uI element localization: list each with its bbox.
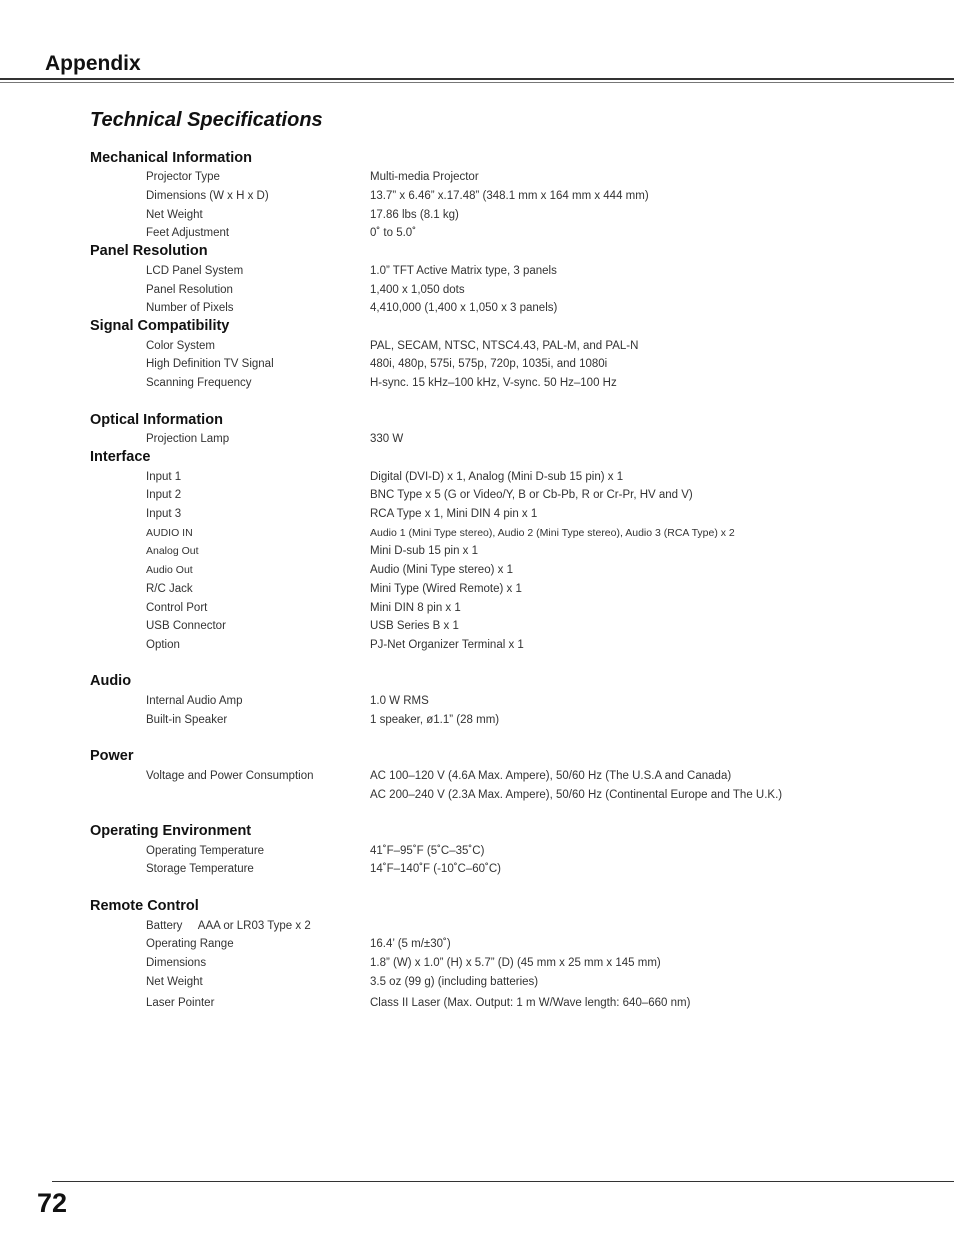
spec-value: 16.4’ (5 m/±30˚) xyxy=(370,938,451,950)
section-heading-audio: Audio xyxy=(90,673,132,689)
spec-value: 1.0” TFT Active Matrix type, 3 panels xyxy=(370,265,557,277)
spec-label: Net Weight xyxy=(146,976,203,988)
spec-label: AUDIO IN xyxy=(146,527,193,539)
spec-value: 0˚ to 5.0˚ xyxy=(370,227,417,239)
spec-label: Number of Pixels xyxy=(146,302,234,314)
page-title: Technical Specifications xyxy=(90,109,323,131)
spec-value: Class II Laser (Max. Output: 1 m W/Wave length: 640–660 nm) xyxy=(370,997,691,1009)
spec-value: H-sync. 15 kHz–100 kHz, V-sync. 50 Hz–100 Hz xyxy=(370,377,617,389)
spec-value: Audio 1 (Mini Type stereo), Audio 2 (Mini Type stereo), Audio 3 (RCA Type) x 2 xyxy=(370,527,735,539)
spec-value: RCA Type x 1, Mini DIN 4 pin x 1 xyxy=(370,508,538,520)
spec-value: 3.5 oz (99 g) (including batteries) xyxy=(370,976,539,988)
spec-value: 1.0 W RMS xyxy=(370,695,429,707)
footer-rule xyxy=(52,1181,954,1182)
spec-label: Panel Resolution xyxy=(146,284,233,296)
section-heading-mechanical: Mechanical Information xyxy=(90,150,252,166)
spec-value: 14˚F–140˚F (-10˚C–60˚C) xyxy=(370,863,502,875)
spec-label: Laser Pointer xyxy=(146,997,215,1009)
page-number: 72 xyxy=(37,1188,68,1218)
section-heading-optical: Optical Information xyxy=(90,412,223,428)
spec-label: Built-in Speaker xyxy=(146,714,228,726)
spec-value: Mini DIN 8 pin x 1 xyxy=(370,602,461,614)
spec-value: BNC Type x 5 (G or Video/Y, B or Cb-Pb, R or Cr-Pr, HV and V) xyxy=(370,489,693,501)
section-heading-signal: Signal Compatibility xyxy=(90,318,230,334)
spec-value: Digital (DVI-D) x 1, Analog (Mini D-sub 15 pin) x 1 xyxy=(370,471,624,483)
spec-label: Input 1 xyxy=(146,471,182,483)
spec-value: 1,400 x 1,050 dots xyxy=(370,284,465,296)
spec-label: Analog Out xyxy=(146,545,199,557)
spec-value: 41˚F–95˚F (5˚C–35˚C) xyxy=(370,845,485,857)
spec-value: Audio (Mini Type stereo) x 1 xyxy=(370,564,513,576)
spec-value: PJ-Net Organizer Terminal x 1 xyxy=(370,639,524,651)
spec-value: Multi-media Projector xyxy=(370,171,479,183)
spec-label: Input 2 xyxy=(146,489,182,501)
section-heading-power: Power xyxy=(90,748,134,764)
spec-label: R/C Jack xyxy=(146,583,193,595)
spec-label: High Definition TV Signal xyxy=(146,358,274,370)
spec-value: 13.7” x 6.46” x.17.48” (348.1 mm x 164 mm x 444 mm) xyxy=(370,190,649,202)
spec-value: 330 W xyxy=(370,433,404,445)
spec-label: LCD Panel System xyxy=(146,265,244,277)
spec-label: Voltage and Power Consumption xyxy=(146,770,314,782)
spec-label: Dimensions (W x H x D) xyxy=(146,190,269,202)
spec-label: Internal Audio Amp xyxy=(146,695,243,707)
section-heading-remote: Remote Control xyxy=(90,898,199,914)
spec-label: Audio Out xyxy=(146,564,193,576)
spec-value: AC 100–120 V (4.6A Max. Ampere), 50/60 Hz (The U.S.A and Canada) xyxy=(370,770,732,782)
spec-label: Projector Type xyxy=(146,171,220,183)
spec-label: Operating Temperature xyxy=(146,845,265,857)
spec-value: Mini D-sub 15 pin x 1 xyxy=(370,545,479,557)
header-title: Appendix xyxy=(45,52,141,75)
spec-label: Storage Temperature xyxy=(146,863,254,875)
spec-label: Projection Lamp xyxy=(146,433,230,445)
spec-value: 4,410,000 (1,400 x 1,050 x 3 panels) xyxy=(370,302,558,314)
spec-label: Operating Range xyxy=(146,938,234,950)
spec-label: Input 3 xyxy=(146,508,182,520)
spec-label: Control Port xyxy=(146,602,208,614)
spec-value: Mini Type (Wired Remote) x 1 xyxy=(370,583,522,595)
spec-label: Scanning Frequency xyxy=(146,377,252,389)
spec-value: 1.8” (W) x 1.0” (H) x 5.7” (D) (45 mm x 25 mm x 145 mm) xyxy=(370,957,661,969)
spec-label: Option xyxy=(146,639,180,651)
spec-value: USB Series B x 1 xyxy=(370,620,459,632)
spec-label: Color System xyxy=(146,340,216,352)
spec-label: Feet Adjustment xyxy=(146,227,230,239)
spec-value: 480i, 480p, 575i, 575p, 720p, 1035i, and 1080i xyxy=(370,358,608,370)
spec-value: 1 speaker, ø1.1” (28 mm) xyxy=(370,714,500,726)
section-heading-panel: Panel Resolution xyxy=(90,243,208,259)
section-heading-environment: Operating Environment xyxy=(90,823,252,839)
spec-label: Net Weight xyxy=(146,209,203,221)
spec-label: USB Connector xyxy=(146,620,226,632)
spec-value: AC 200–240 V (2.3A Max. Ampere), 50/60 Hz (Continental Europe and The U.K.) xyxy=(370,789,783,801)
spec-value: 17.86 lbs (8.1 kg) xyxy=(370,209,459,221)
spec-label: Dimensions xyxy=(146,957,207,969)
section-heading-interface: Interface xyxy=(90,449,151,465)
spec-value: PAL, SECAM, NTSC, NTSC4.43, PAL-M, and PAL-N xyxy=(370,340,639,352)
spec-label: Battery AAA or LR03 Type x 2 xyxy=(146,920,311,932)
